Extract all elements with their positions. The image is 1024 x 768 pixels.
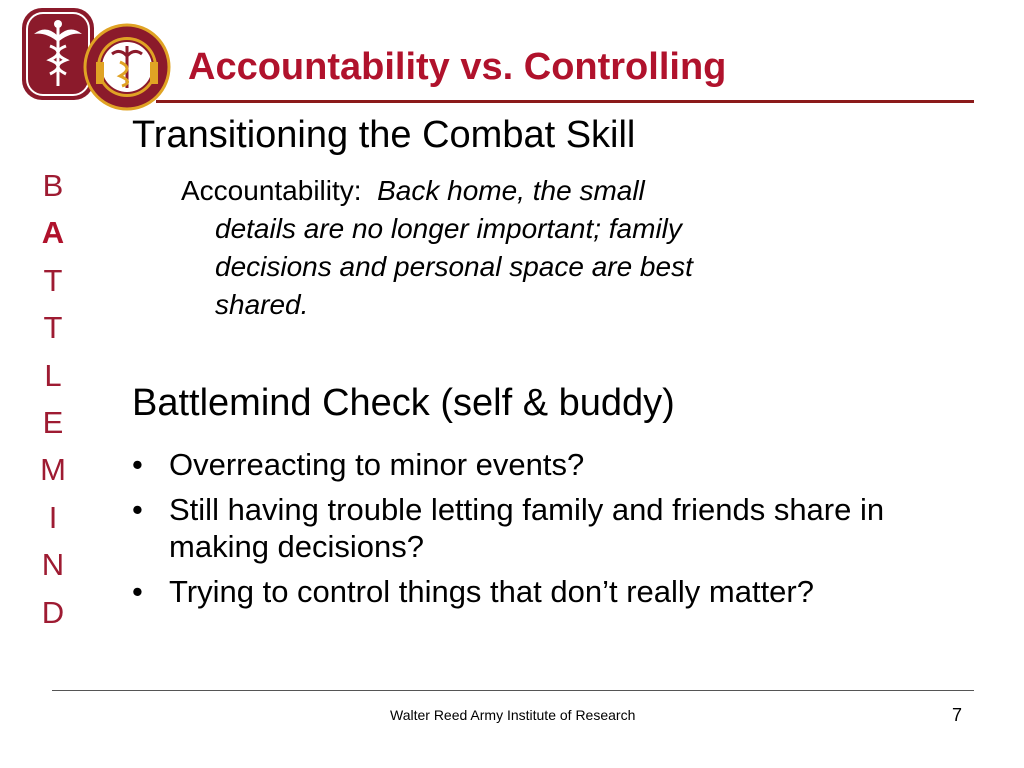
acronym-letter: T: [43, 262, 63, 298]
list-item: [132, 491, 972, 565]
footer-divider: [52, 690, 974, 691]
acronym-letter: N: [41, 547, 65, 583]
accountability-text-line2: details are no longer important; family: [215, 213, 682, 244]
acronym-letter-highlight: A: [41, 215, 65, 251]
acronym-letter: I: [48, 499, 58, 535]
page-number: 7: [952, 705, 963, 725]
accountability-text-line4: shared.: [215, 289, 309, 320]
section-heading-battlemind-check: Battlemind Check (self & buddy): [132, 382, 675, 424]
accountability-text-line3: decisions and personal space are best: [215, 251, 693, 282]
protect-sustain-seal-icon: [82, 22, 172, 112]
bullet-text: Trying to control things that don’t really matter?: [169, 574, 814, 609]
title-divider: [156, 100, 974, 103]
footer-organization: Walter Reed Army Institute of Research: [390, 707, 636, 723]
acronym-letter: T: [43, 310, 63, 346]
section-heading-transitioning: Transitioning the Combat Skill: [132, 114, 636, 156]
acronym-letter: B: [42, 168, 64, 203]
bullet-marker: •: [132, 574, 143, 609]
list-item: [132, 573, 972, 610]
acronym-letter: M: [40, 452, 66, 488]
logo-group: [22, 8, 172, 108]
acronym-letter: D: [41, 594, 65, 630]
bullet-text: Still having trouble letting family and friends share in making decisions?: [169, 492, 885, 564]
bullet-text: Overreacting to minor events?: [169, 447, 585, 482]
slide-title: Accountability vs. Controlling: [188, 46, 727, 88]
accountability-block: [181, 172, 901, 324]
acronym-letter: E: [42, 404, 64, 440]
acronym-letter: L: [44, 357, 62, 393]
side-acronym: [30, 162, 76, 636]
bullet-marker: •: [132, 447, 143, 482]
bullet-list: [132, 446, 972, 618]
accountability-text-line1: Back home, the small: [377, 175, 645, 206]
accountability-label: Accountability:: [181, 175, 362, 206]
bullet-marker: •: [132, 492, 143, 527]
list-item: [132, 446, 972, 483]
